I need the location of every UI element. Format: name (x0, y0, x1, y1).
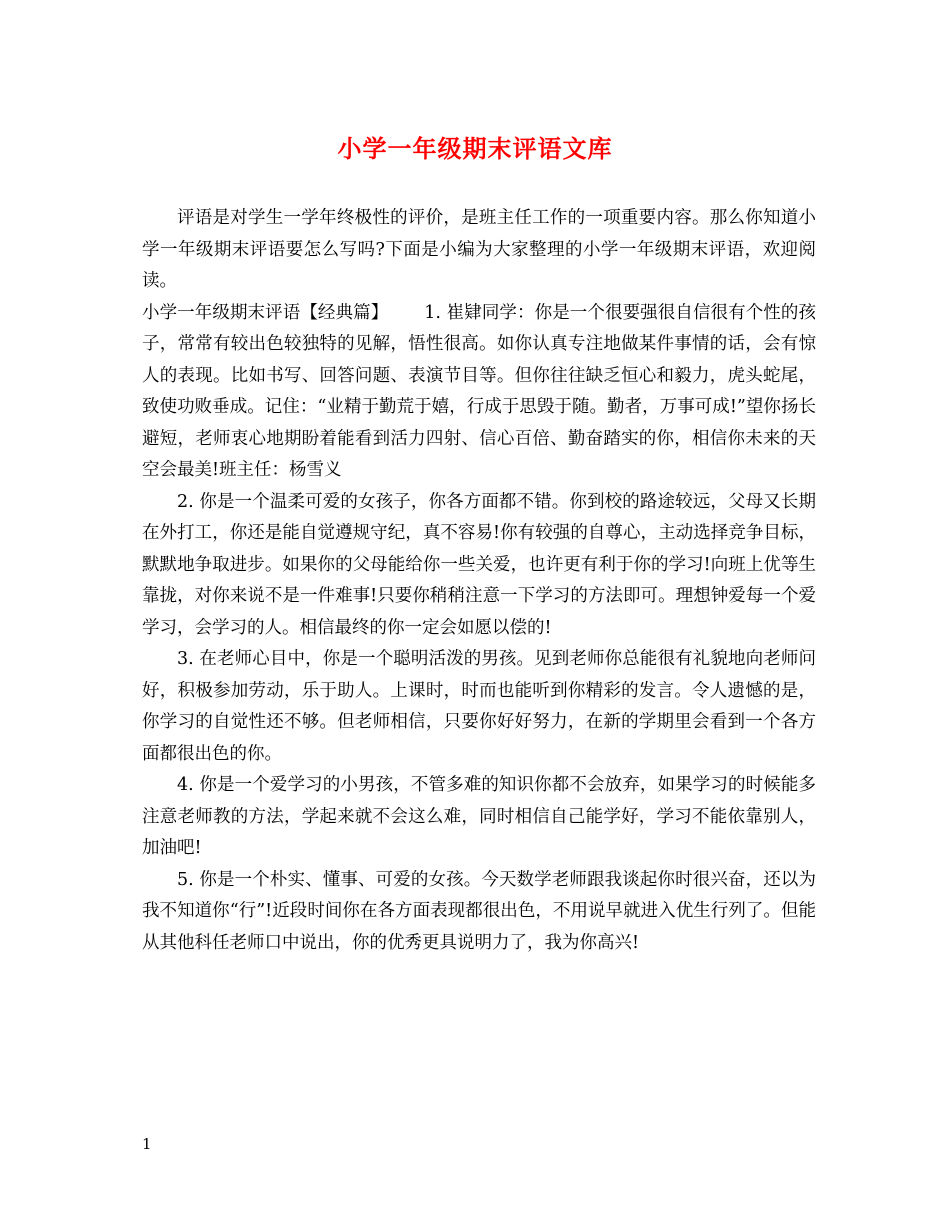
comment-paragraph-5: 5. 你是一个朴实、懂事、可爱的女孩。今天数学老师跟我谈起你时很兴奋，还以为我不知道你“行”!近段时间你在各方面表现都很出色，不用说早就进入优生行列了。但能从其他科任老师口中说出，你的优秀更具说明力了，我为你高兴! (142, 869, 816, 953)
comment-paragraph-1 (142, 298, 816, 487)
document-body (142, 203, 816, 959)
comment-paragraph-2: 2. 你是一个温柔可爱的女孩子，你各方面都不错。你到校的路途较远，父母又长期在外打工，你还是能自觉遵规守纪，真不容易!你有较强的自尊心，主动选择竞争目标，默默地争取进步。如果你的父母能给你一些关爱，也许更有利于你的学习!向班上优等生靠拢，对你来说不是一件难事!只要你稍稍注意一下学习的方法即可。理想钟爱每一个爱学习，会学习的人。相信最终的你一定会如愿以偿的! (142, 491, 816, 638)
comment-paragraph-4: 4. 你是一个爱学习的小男孩，不管多难的知识你都不会放弃，如果学习的时候能多注意老师教的方法，学起来就不会这么难，同时相信自己能学好，学习不能依靠别人，加油吧! (142, 775, 816, 858)
comment-1-text: 1. 崔肄同学：你是一个很要强很自信很有个性的孩子，常常有较出色较独特的见解，悟性很高。如你认真专注地做某件事情的话，会有惊人的表现。比如书写、回答问题、表演节目等。但你往往缺乏恒心和毅力，虎头蛇尾，致使功败垂成。记住：“业精于勤荒于嬉，行成于思毁于随。勤者，万事可成!”望你扬长避短，老师衷心地期盼着能看到活力四射、信心百倍、勤奋踏实的你，相信你未来的天空会最美!班主任：杨雪义 (142, 302, 816, 480)
section-heading: 小学一年级期末评语【经典篇】 (142, 302, 389, 323)
intro-paragraph: 评语是对学生一学年终极性的评价，是班主任工作的一项重要内容。那么你知道小学一年级期末评语要怎么写吗?下面是小编为大家整理的小学一年级期末评语，欢迎阅读。 (142, 208, 816, 291)
page-number: 1 (142, 1135, 152, 1153)
document-title: 小学一年级期末评语文库 (337, 134, 613, 163)
comment-paragraph-3: 3. 在老师心目中，你是一个聪明活泼的男孩。见到老师你总能很有礼貌地向老师问好，积极参加劳动，乐于助人。上课时，时而也能听到你精彩的发言。令人遗憾的是，你学习的自觉性还不够。但老师相信，只要你好好努力，在新的学期里会看到一个各方面都很出色的你。 (142, 649, 816, 764)
